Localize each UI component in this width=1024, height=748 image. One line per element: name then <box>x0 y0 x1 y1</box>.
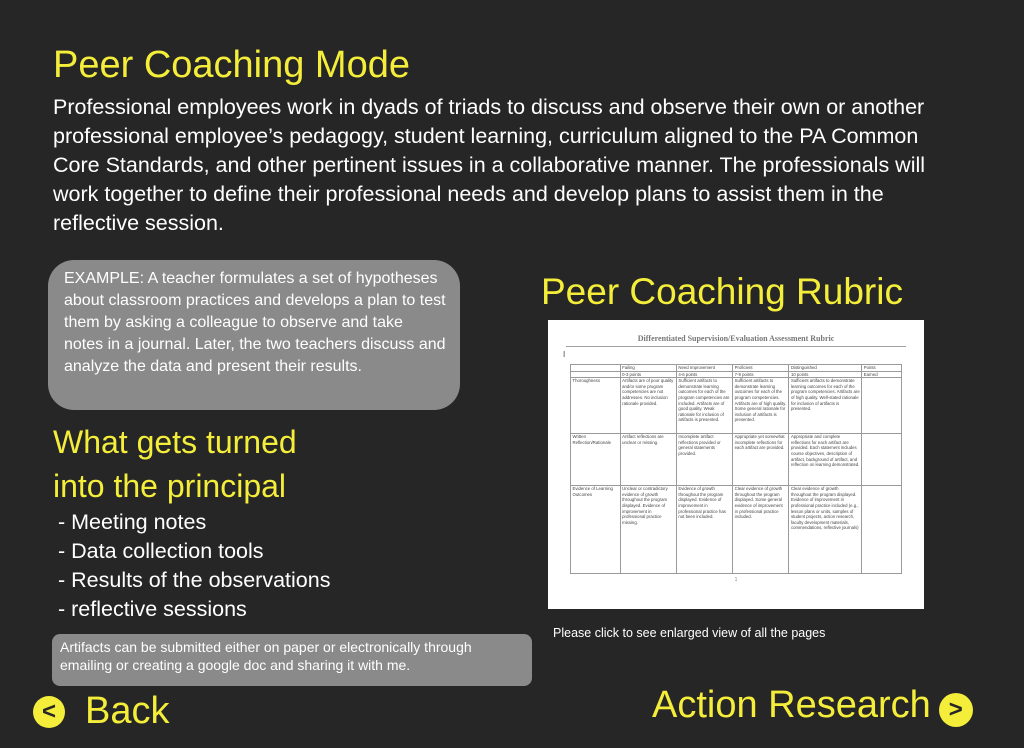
table-row <box>571 378 902 434</box>
table-cell: Written Reflection/Rationale <box>571 434 621 486</box>
chevron-right-icon[interactable]: > <box>939 693 973 727</box>
table-header-cell <box>571 365 621 372</box>
table-header-cell: 4-6 points <box>676 371 732 378</box>
table-cell: Clear evidence of growth throughout the program displayed. Evidence of improvement in professional practice included (e.g., lesson plans or units, samples of student projects, action research, faculty development materials, commendations, reflective journals) <box>789 486 862 574</box>
list-item: - Data collection tools <box>58 539 264 563</box>
table-header-cell: Points <box>862 365 902 372</box>
table-header-cell: 7-9 points <box>733 371 789 378</box>
back-label[interactable]: Back <box>85 690 170 732</box>
table-cell: Evidence of Learning Outcomes <box>571 486 621 574</box>
chevron-left-icon[interactable]: < <box>33 696 65 728</box>
table-cell: Appropriate yet somewhat incomplete reflections for each artifact are provided. <box>733 434 789 486</box>
table-cell: Evidence of growth throughout the program displayed. Evidence of improvement in professional practice has not been included. <box>676 486 732 574</box>
table-cell: Sufficient artifacts to demonstrate learning outcomes for each of the program competencies. Artifacts are of high quality. Well-stated rationale for inclusion of artifacts is presented. <box>789 378 862 434</box>
table-header-cell: Proficient <box>733 365 789 372</box>
rubric-document-thumbnail[interactable] <box>548 320 924 609</box>
turned-in-heading <box>53 420 297 508</box>
turned-in-heading-line-2: into the principal <box>53 468 287 504</box>
artifacts-note: Artifacts can be submitted either on paper or electronically through emailing or creating a google doc and sharing it with me. <box>52 634 532 686</box>
table-header-cell: Distinguished <box>789 365 862 372</box>
table-header-cell <box>571 371 621 378</box>
table-cell: Unclear or contradictory evidence of growth throughout the program displayed. Evidence of improvement in professional practice missing. <box>620 486 676 574</box>
rubric-doc-margin-mark: I <box>563 350 566 359</box>
table-cell <box>862 486 902 574</box>
table-header-cell: Earned <box>862 371 902 378</box>
table-header-cell: Need Improvement <box>676 365 732 372</box>
turned-in-list <box>58 508 330 624</box>
table-row <box>571 434 902 486</box>
rubric-table <box>570 364 902 574</box>
table-header-row <box>571 365 902 372</box>
rubric-doc-page-number: 1 <box>734 577 738 583</box>
table-cell: Sufficient artifacts to demonstrate learning outcomes for each of the program competencies are included. Artifacts are of good quality. Weak rationale for inclusion of artifacts is presented. <box>676 378 732 434</box>
table-header-row <box>571 371 902 378</box>
action-research-label[interactable]: Action Research <box>652 684 931 726</box>
rubric-caption: Please click to see enlarged view of all the pages <box>553 626 826 640</box>
table-header-cell: 10 points <box>789 371 862 378</box>
table-cell: Artifact reflections are unclear or missing. <box>620 434 676 486</box>
table-row <box>571 486 902 574</box>
action-research-button[interactable] <box>652 684 973 727</box>
table-header-cell: Failing <box>620 365 676 372</box>
table-cell: Appropriate and complete reflections for each artifact are provided. Each statement includes course objectives, description of artifact, background of artifact, and reflection on learning demonstrated. <box>789 434 862 486</box>
table-cell <box>862 434 902 486</box>
rubric-doc-divider <box>566 346 906 347</box>
list-item: - Meeting notes <box>58 510 207 534</box>
table-cell <box>862 378 902 434</box>
page-title: Peer Coaching Mode <box>53 44 410 86</box>
rubric-doc-heading: Differentiated Supervision/Evaluation Assessment Rubric <box>637 334 835 343</box>
list-item: - Results of the observations <box>58 568 331 592</box>
back-button[interactable] <box>33 690 169 733</box>
turned-in-heading-line-1: What gets turned <box>53 424 297 460</box>
table-header-cell: 0-3 points <box>620 371 676 378</box>
list-item: - reflective sessions <box>58 597 247 621</box>
rubric-heading: Peer Coaching Rubric <box>541 271 903 312</box>
table-cell: Clear evidence of growth throughout the program displayed. Some general evidence of improvement in professional practice included. <box>733 486 789 574</box>
intro-paragraph: Professional employees work in dyads of triads to discuss and observe their own or another professional employee’s pedagogy, student learning, curriculum aligned to the PA Common Core Standards, and other pertinent issues in a collaborative manner. The professionals will work together to define their professional needs and develop plans to assist them in the reflective session. <box>53 95 926 235</box>
table-cell: Artifacts are of poor quality and/or some program competencies are not addresses. No inclusion rationale provided. <box>620 378 676 434</box>
table-cell: Incomplete artifact reflections provided or general statements provided. <box>676 434 732 486</box>
example-callout: EXAMPLE: A teacher formulates a set of hypotheses about classroom practices and develops a plan to test them by asking a colleague to observe and take notes in a journal. Later, the two teachers discuss and analyze the data and present their results. <box>48 260 460 410</box>
table-cell: Thoroughness <box>571 378 621 434</box>
table-cell: Sufficient artifacts to demonstrate learning outcomes for each of the program competencies. Artifacts are of high quality. Some general rationale for inclusion of artifacts is presented. <box>733 378 789 434</box>
